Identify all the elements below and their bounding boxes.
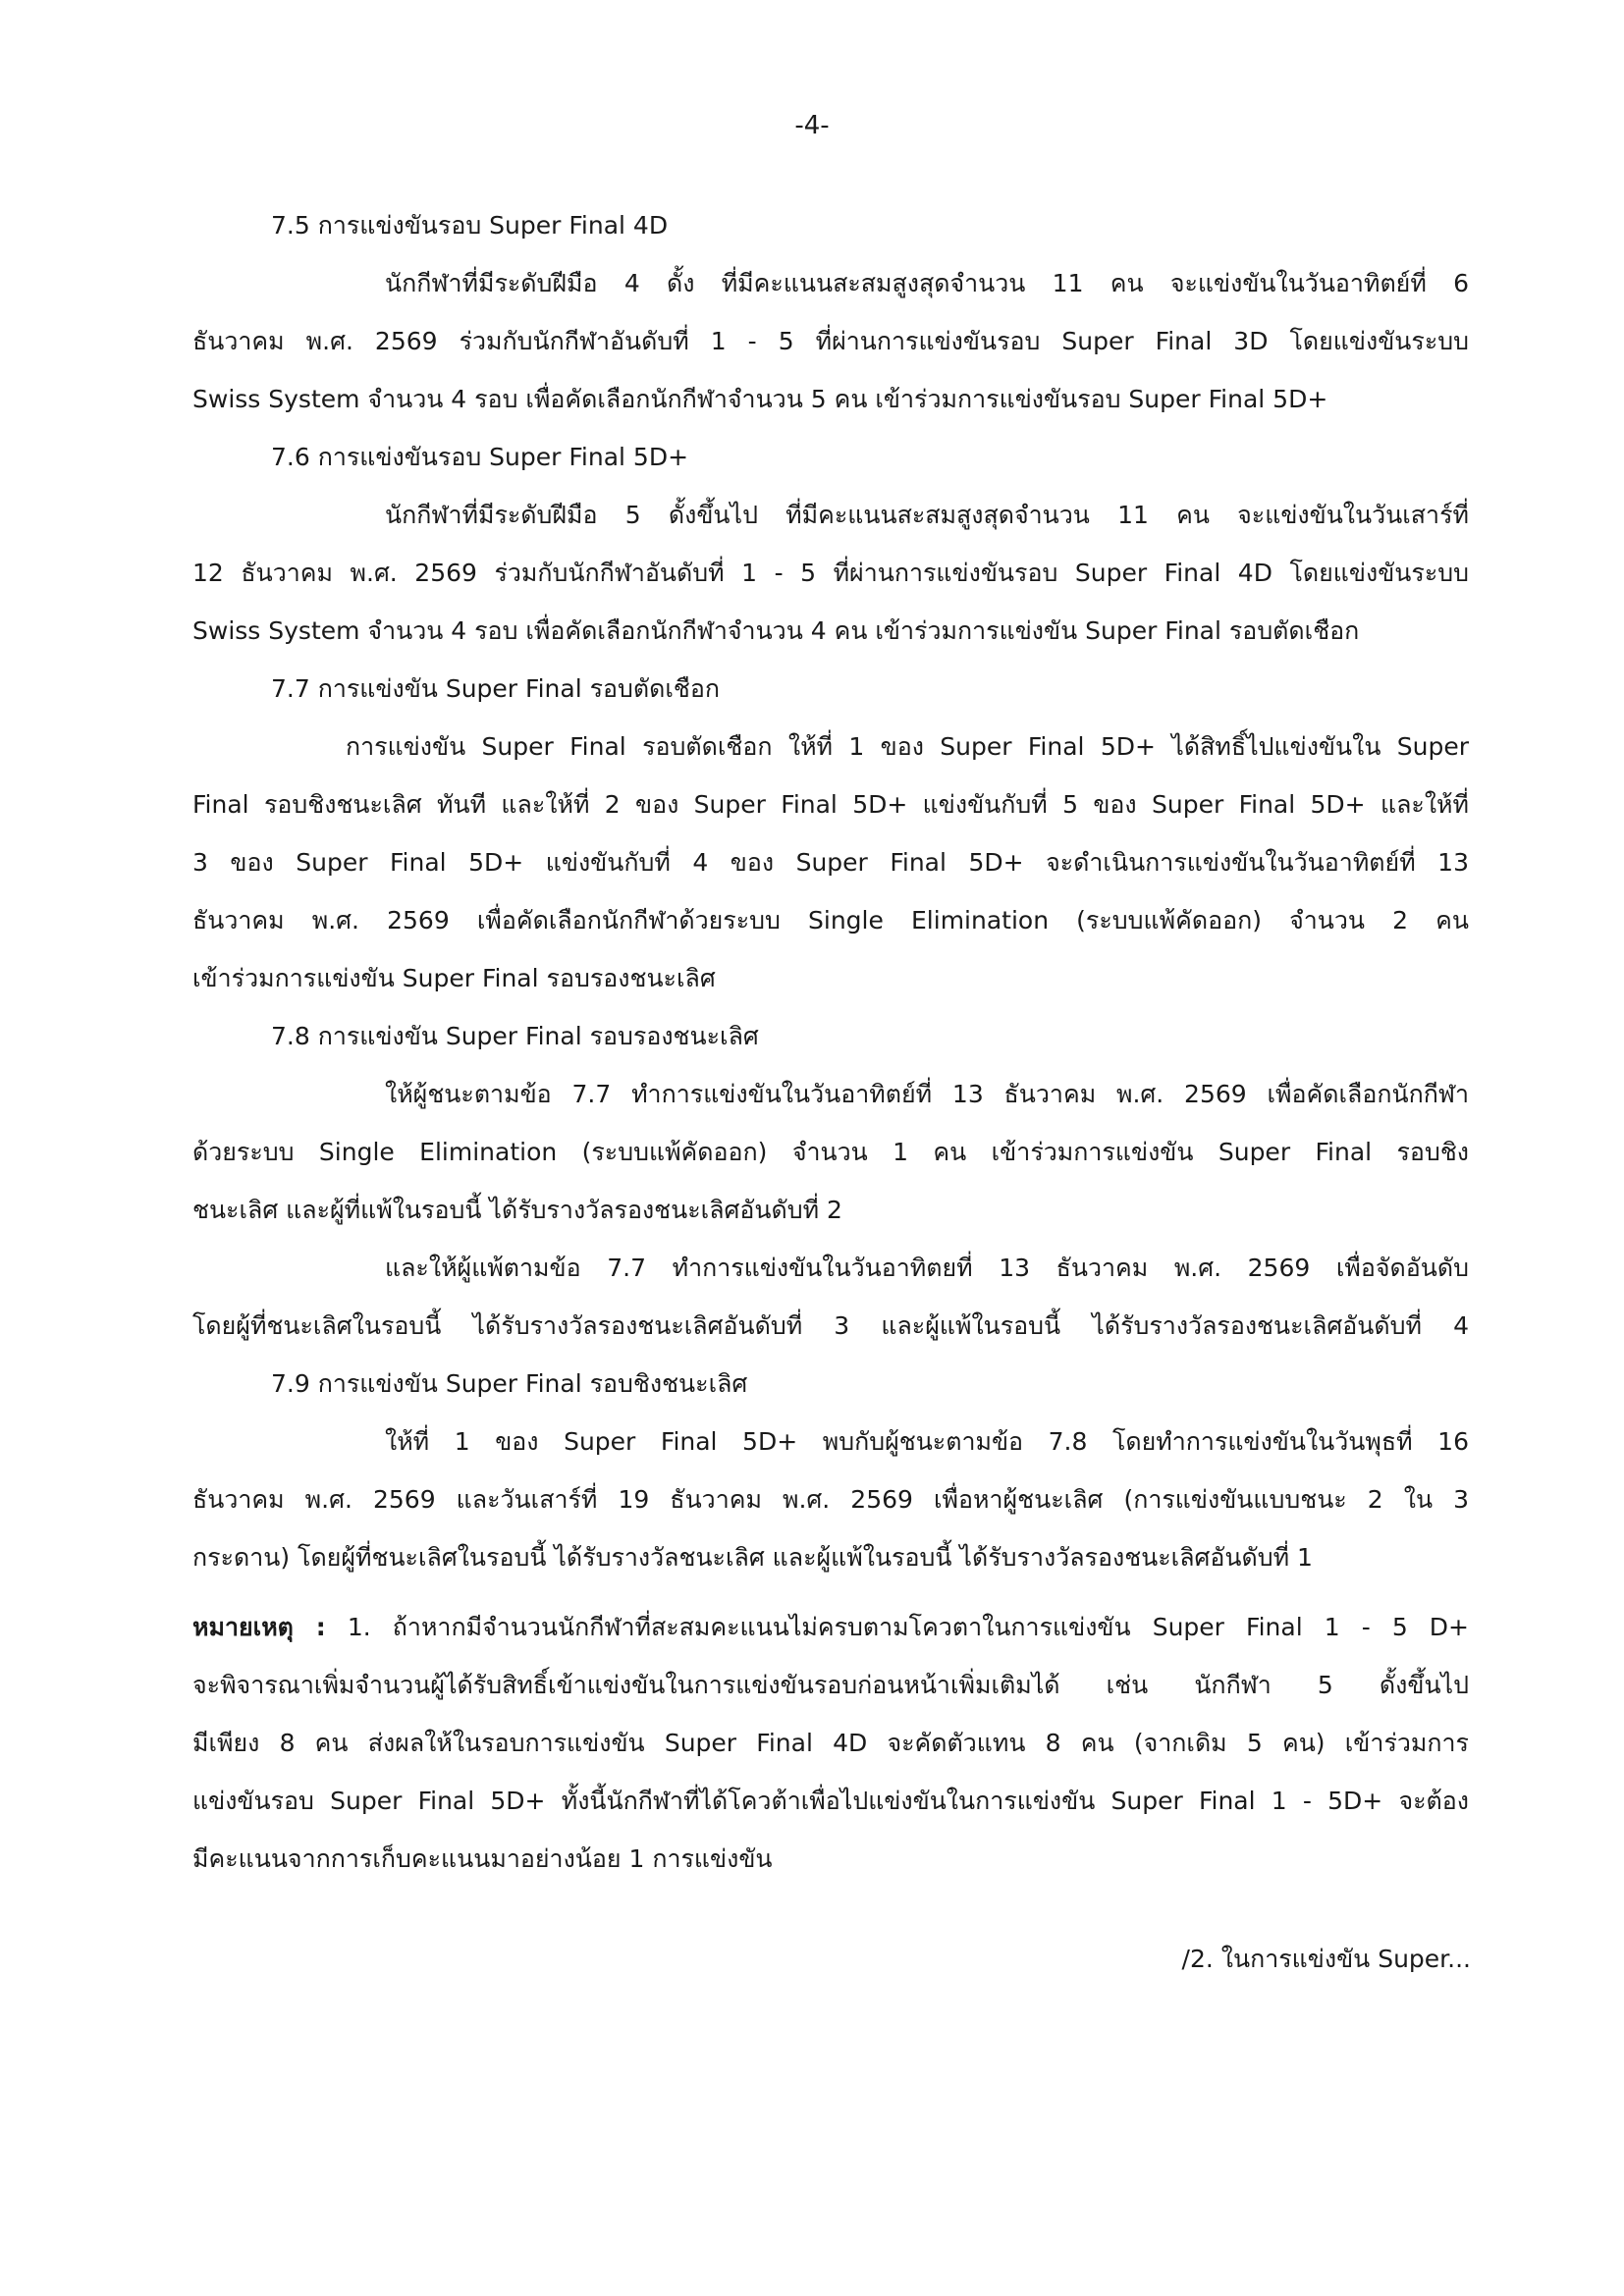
paragraph-line: นักกีฬาที่มีระดับฝีมือ 4 ดั้ง ที่มีคะแนนสะสมสูงสุดจำนวน 11 คน จะแข่งขันในวันอาทิตย์ที่ 6 (385, 269, 1469, 297)
paragraph-line: ธันวาคม พ.ศ. 2569 ร่วมกับนักกีฬาอันดับที่ 1 - 5 ที่ผ่านการแข่งขันรอบ Super Final 3D โดยแข่งขันระบบ (192, 327, 1469, 355)
section-heading-7-9: 7.9 การแข่งขัน Super Final รอบชิงชนะเลิศ (271, 1369, 748, 1398)
paragraph-line: Swiss System จำนวน 4 รอบ เพื่อคัดเลือกนักกีฬาจำนวน 5 คน เข้าร่วมการแข่งขันรอบ Super Final 5D+ (192, 385, 1328, 413)
paragraph-line: โดยผู้ที่ชนะเลิศในรอบนี้ ได้รับรางวัลรองชนะเลิศอันดับที่ 3 และผู้แพ้ในรอบนี้ ได้รับรางวัลรองชนะเลิศอันดับที่ 4 (192, 1311, 1469, 1340)
page-number: -4- (794, 111, 830, 140)
note-line: มีคะแนนจากการเก็บคะแนนมาอย่างน้อย 1 การแข่งขัน (192, 1844, 773, 1873)
paragraph-line: ธันวาคม พ.ศ. 2569 และวันเสาร์ที่ 19 ธันวาคม พ.ศ. 2569 เพื่อหาผู้ชนะเลิศ (การแข่งขันแบบชนะ 2 ใน 3 (192, 1485, 1469, 1514)
note-line: แข่งขันรอบ Super Final 5D+ ทั้งนี้นักกีฬาที่ได้โควต้าเพื่อไปแข่งขันในการแข่งขัน Super Final 1 - 5D+ จะต้อง (192, 1787, 1469, 1815)
paragraph-line: กระดาน) โดยผู้ที่ชนะเลิศในรอบนี้ ได้รับรางวัลชนะเลิศ และผู้แพ้ในรอบนี้ ได้รับรางวัลรองชนะเลิศอันดับที่ 1 (192, 1543, 1313, 1572)
note-line: จะพิจารณาเพิ่มจำนวนผู้ได้รับสิทธิ์เข้าแข่งขันในการแข่งขันรอบก่อนหน้าเพิ่มเติมได้ เช่น นักกีฬา 5 ดั้งขึ้นไป (192, 1671, 1469, 1699)
note-label: หมายเหตุ : (192, 1613, 326, 1641)
continuation-text: /2. ในการแข่งขัน Super... (1181, 1945, 1471, 1973)
paragraph-line: ให้ผู้ชนะตามข้อ 7.7 ทำการแข่งขันในวันอาทิตย์ที่ 13 ธันวาคม พ.ศ. 2569 เพื่อคัดเลือกนักกีฬา (385, 1080, 1469, 1108)
paragraph-line: ให้ที่ 1 ของ Super Final 5D+ พบกับผู้ชนะตามข้อ 7.8 โดยทำการแข่งขันในวันพุธที่ 16 (385, 1427, 1469, 1456)
note-line: มีเพียง 8 คน ส่งผลให้ในรอบการแข่งขัน Super Final 4D จะคัดตัวแทน 8 คน (จากเดิม 5 คน) เข้าร่วมการ (192, 1729, 1469, 1757)
paragraph-line: นักกีฬาที่มีระดับฝีมือ 5 ดั้งขึ้นไป ที่มีคะแนนสะสมสูงสุดจำนวน 11 คน จะแข่งขันในวันเสาร์ที่ (385, 501, 1469, 529)
paragraph-line: Swiss System จำนวน 4 รอบ เพื่อคัดเลือกนักกีฬาจำนวน 4 คน เข้าร่วมการแข่งขัน Super Final รอบตัดเชือก (192, 616, 1360, 645)
paragraph-line: 12 ธันวาคม พ.ศ. 2569 ร่วมกับนักกีฬาอันดับที่ 1 - 5 ที่ผ่านการแข่งขันรอบ Super Final 4D โดยแข่งขันระบบ (192, 559, 1469, 587)
paragraph-line: ชนะเลิศ และผู้ที่แพ้ในรอบนี้ ได้รับรางวัลรองชนะเลิศอันดับที่ 2 (192, 1196, 842, 1224)
paragraph-line: การแข่งขัน Super Final รอบตัดเชือก ให้ที่ 1 ของ Super Final 5D+ ได้สิทธิ์ไปแข่งขันใน Super (346, 732, 1469, 761)
paragraph-line: 3 ของ Super Final 5D+ แข่งขันกับที่ 4 ของ Super Final 5D+ จะดำเนินการแข่งขันในวันอาทิตย์ที่ 13 (192, 848, 1469, 877)
paragraph-line: ธันวาคม พ.ศ. 2569 เพื่อคัดเลือกนักกีฬาด้วยระบบ Single Elimination (ระบบแพ้คัดออก) จำนวน 2 คน (192, 906, 1469, 934)
section-heading-7-8: 7.8 การแข่งขัน Super Final รอบรองชนะเลิศ (271, 1022, 759, 1050)
paragraph-line: ด้วยระบบ Single Elimination (ระบบแพ้คัดออก) จำนวน 1 คน เข้าร่วมการแข่งขัน Super Final รอบชิง (192, 1138, 1469, 1166)
section-heading-7-7: 7.7 การแข่งขัน Super Final รอบตัดเชือก (271, 674, 721, 703)
section-heading-7-6: 7.6 การแข่งขันรอบ Super Final 5D+ (271, 443, 689, 471)
paragraph-line: Final รอบชิงชนะเลิศ ทันที และให้ที่ 2 ของ Super Final 5D+ แข่งขันกับที่ 5 ของ Super Final 5D+ และให้ที่ (192, 790, 1469, 819)
note-first-line (192, 1598, 1469, 1656)
section-heading-7-5: 7.5 การแข่งขันรอบ Super Final 4D (271, 211, 669, 240)
paragraph-line: เข้าร่วมการแข่งขัน Super Final รอบรองชนะเลิศ (192, 964, 716, 992)
body-text (192, 196, 1469, 1888)
paragraph-line: และให้ผู้แพ้ตามข้อ 7.7 ทำการแข่งขันในวันอาทิตยที่ 13 ธันวาคม พ.ศ. 2569 เพื่อจัดอันดับ (385, 1254, 1469, 1282)
note-text: 1. ถ้าหากมีจำนวนนักกีฬาที่สะสมคะแนนไม่ครบตามโควตาในการแข่งขัน Super Final 1 - 5 D+ (347, 1613, 1470, 1641)
